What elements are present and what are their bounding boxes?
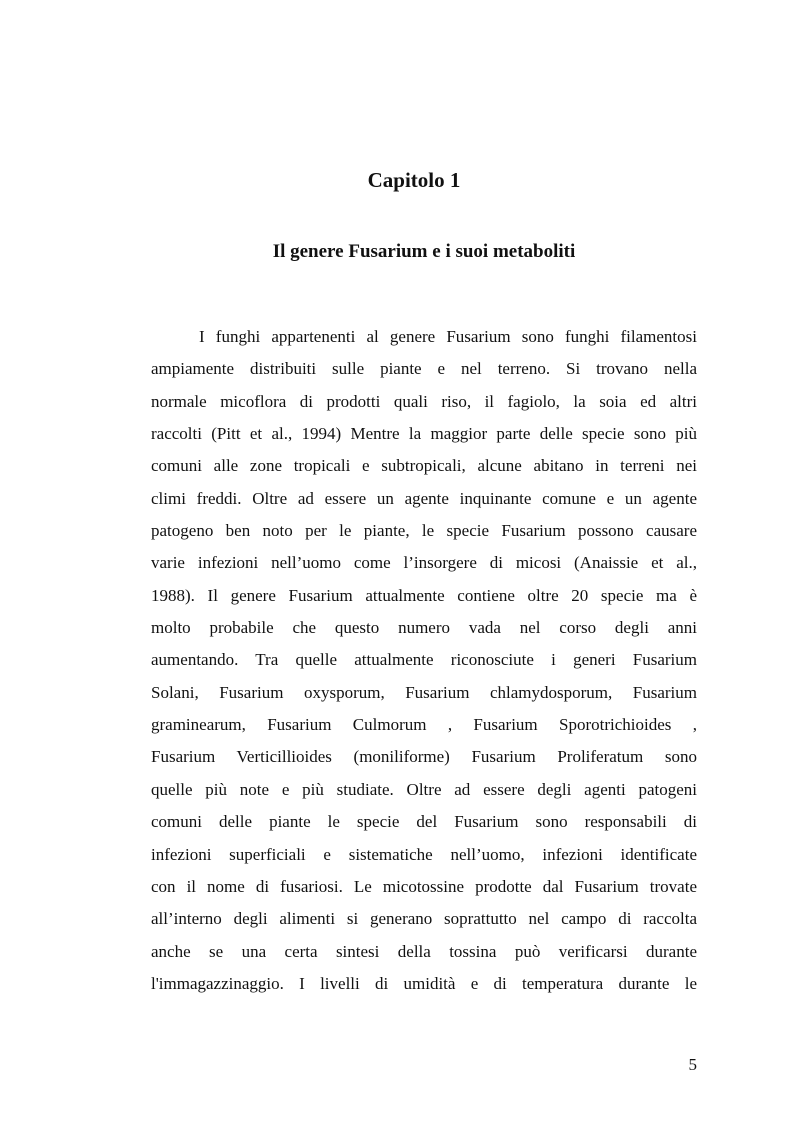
paragraph-line: normale micoflora di prodotti quali riso, il fagiolo, la soia ed altri xyxy=(151,391,697,411)
paragraph-line: patogeno ben noto per le piante, le specie Fusarium possono causare xyxy=(151,521,697,541)
paragraph-line: 1988). Il genere Fusarium attualmente contiene oltre 20 specie ma è xyxy=(151,585,697,605)
paragraph-line: Solani, Fusarium oxysporum, Fusarium chlamydosporum, Fusarium xyxy=(151,682,697,702)
paragraph-line: ampiamente distribuiti sulle piante e nel terreno. Si trovano nella xyxy=(151,359,697,379)
paragraph-line: molto probabile che questo numero vada nel corso degli anni xyxy=(151,618,697,638)
paragraph-line: infezioni superficiali e sistematiche nell’uomo, infezioni identificate xyxy=(151,844,697,864)
paragraph-line: comuni alle zone tropicali e subtropicali, alcune abitano in terreni nei xyxy=(151,456,697,476)
paragraph-line: Fusarium Verticillioides (moniliforme) Fusarium Proliferatum sono xyxy=(151,747,697,767)
paragraph-line: anche se una certa sintesi della tossina può verificarsi durante xyxy=(151,941,697,961)
paragraph-line: comuni delle piante le specie del Fusarium sono responsabili di xyxy=(151,812,697,832)
body-paragraph xyxy=(151,321,697,1000)
paragraph-line: quelle più note e più studiate. Oltre ad essere degli agenti patogeni xyxy=(151,779,697,799)
chapter-title: Il genere Fusarium e i suoi metaboliti xyxy=(272,241,576,262)
paragraph-line: aumentando. Tra quelle attualmente riconosciute i generi Fusarium xyxy=(151,650,697,670)
paragraph-line: graminearum, Fusarium Culmorum , Fusarium Sporotrichioides , xyxy=(151,715,697,735)
paragraph-line: l'immagazzinaggio. I livelli di umidità e di temperatura durante le xyxy=(151,973,697,993)
paragraph-line: varie infezioni nell’uomo come l’insorgere di micosi (Anaissie et al., xyxy=(151,553,697,573)
paragraph-line: con il nome di fusariosi. Le micotossine prodotte dal Fusarium trovate xyxy=(151,876,697,896)
paragraph-line: all’interno degli alimenti si generano soprattutto nel campo di raccolta xyxy=(151,909,697,929)
paragraph-line: raccolti (Pitt et al., 1994) Mentre la maggior parte delle specie sono più xyxy=(151,424,697,444)
paragraph-line: climi freddi. Oltre ad essere un agente inquinante comune e un agente xyxy=(151,488,697,508)
paragraph-line: I funghi appartenenti al genere Fusarium sono funghi filamentosi xyxy=(199,327,697,346)
page-number: 5 xyxy=(688,1055,697,1074)
chapter-label: Capitolo 1 xyxy=(367,168,461,192)
